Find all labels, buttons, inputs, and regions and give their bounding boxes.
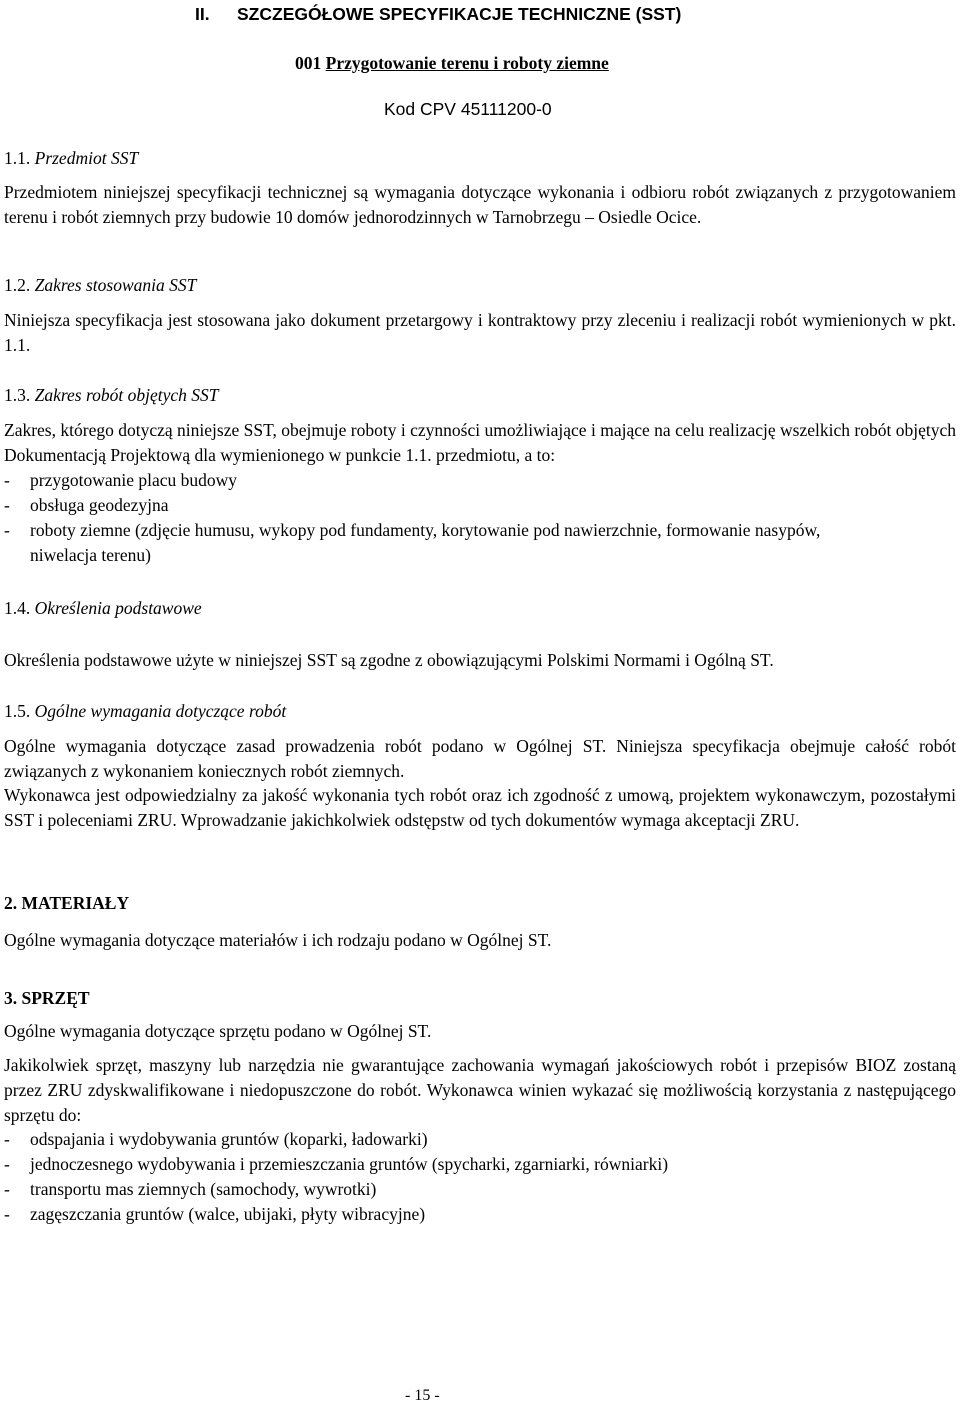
section-title: Zakres robót objętych SST xyxy=(34,385,219,405)
section-1-5-text-2: Wykonawca jest odpowiedzialny za jakość wykonania tych robót oraz ich zgodność z umową, projektem wykonawczym, pozostałymi SST i poleceniami ZRU. Wprowadzanie jakichkolwiek odstępstw od tych dokumentów wymaga akceptacji ZRU. xyxy=(4,785,956,830)
list-marker: - xyxy=(4,470,10,490)
section-3-text-1: Ogólne wymagania dotyczące sprzętu podano w Ogólnej ST. xyxy=(4,1021,432,1041)
section-3-text-2: Jakikolwiek sprzęt, maszyny lub narzędzia nie gwarantujące zachowania wymagań jakościowych robót i przepisów BIOZ zostaną przez ZRU zdyskwalifikowane i niedopuszczone do robót. Wykonawca winien wykazać się możliwością korzystania z następującego sprzętu do: xyxy=(4,1055,956,1125)
chapter-title: SZCZEGÓŁOWE SPECYFIKACJE TECHNICZNE (SST) xyxy=(237,4,682,24)
page-number: - 15 - xyxy=(405,1387,440,1404)
section-number: 1.5. xyxy=(4,701,31,721)
section-1-3-text: Zakres, którego dotyczą niniejsze SST, obejmuje roboty i czynności umożliwiające i mające na celu realizację wszelkich robót objętych Dokumentacją Projektową dla wymienionego w punkcie 1.1. przedmiotu, a to: xyxy=(4,420,956,465)
section-title: Zakres stosowania SST xyxy=(34,275,197,295)
cpv-code: Kod CPV 45111200-0 xyxy=(384,99,552,119)
section-1-2-text: Niniejsza specyfikacja jest stosowana jako dokument przetargowy i kontraktowy przy zleceniu i realizacji robót wymienionych w pkt. 1.1. xyxy=(4,310,956,355)
sst-title xyxy=(295,51,609,76)
section-number: 1.2. xyxy=(4,275,31,295)
section-number: 1.1. xyxy=(4,148,31,168)
list-item: - jednoczesnego wydobywania i przemieszczania gruntów (spycharki, zgarniarki, równiarki) xyxy=(4,1152,956,1177)
section-2-heading: 2. MATERIAŁY xyxy=(4,893,130,913)
sst-code: 001 xyxy=(295,53,322,73)
section-number: 1.3. xyxy=(4,385,31,405)
section-3-list xyxy=(4,1127,956,1227)
document-chapter-heading xyxy=(195,2,681,27)
list-marker: - xyxy=(4,1154,10,1174)
section-3-heading: 3. SPRZĘT xyxy=(4,988,90,1008)
section-title: Przedmiot SST xyxy=(34,148,139,168)
list-marker: - xyxy=(4,1179,10,1199)
section-number: 1.4. xyxy=(4,598,31,618)
list-marker: - xyxy=(4,1204,10,1224)
list-marker: - xyxy=(4,495,10,515)
chapter-number: II. xyxy=(195,4,210,24)
section-1-4-heading xyxy=(4,596,202,621)
section-1-2-heading xyxy=(4,273,196,298)
list-item: - zagęszczania gruntów (walce, ubijaki, płyty wibracyjne) xyxy=(4,1202,956,1227)
section-1-3-heading xyxy=(4,383,219,408)
list-marker: - xyxy=(4,520,10,540)
list-item: - roboty ziemne (zdjęcie humusu, wykopy pod fundamenty, korytowanie pod nawierzchnie, formowanie nasypów, niwelacja terenu) xyxy=(4,520,821,565)
section-title: Ogólne wymagania dotyczące robót xyxy=(34,701,287,721)
section-2-text: Ogólne wymagania dotyczące materiałów i ich rodzaju podano w Ogólnej ST. xyxy=(4,930,552,950)
section-1-1-heading xyxy=(4,146,138,171)
section-1-4-text: Określenia podstawowe użyte w niniejszej SST są zgodne z obowiązującymi Polskimi Normami i Ogólną ST. xyxy=(4,650,774,670)
list-item: - odspajania i wydobywania gruntów (koparki, ładowarki) xyxy=(4,1127,956,1152)
list-item: - obsługa geodezyjna xyxy=(4,493,956,518)
section-title: Określenia podstawowe xyxy=(34,598,202,618)
section-1-1-text: Przedmiotem niniejszej specyfikacji technicznej są wymagania dotyczące wykonania i odbioru robót związanych z przygotowaniem terenu i robót ziemnych przy budowie 10 domów jednorodzinnych w Tarnobrzegu – Osiedle Ocice. xyxy=(4,182,956,227)
list-item: - transportu mas ziemnych (samochody, wywrotki) xyxy=(4,1177,956,1202)
sst-name: Przygotowanie terenu i roboty ziemne xyxy=(325,53,609,73)
section-1-5-text-1: Ogólne wymagania dotyczące zasad prowadzenia robót podano w Ogólnej ST. Niniejsza specyfikacja obejmuje całość robót związanych z wykonaniem koniecznych robót ziemnych. xyxy=(4,736,956,781)
list-item: - przygotowanie placu budowy xyxy=(4,468,956,493)
section-1-3-list xyxy=(4,468,956,568)
list-marker: - xyxy=(4,1129,10,1149)
section-1-5-heading xyxy=(4,699,286,724)
